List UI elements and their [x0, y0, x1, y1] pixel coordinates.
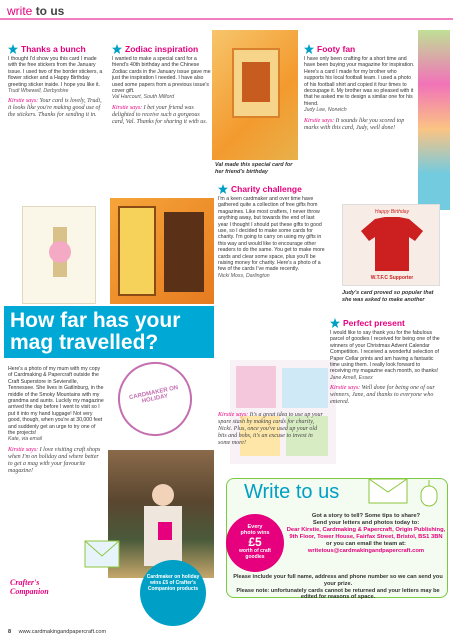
letter-title: Footy fan [304, 44, 416, 54]
editor-reply: Kirstie says: It sounds like you scored top marks with this card, Judy, well done! [304, 117, 405, 131]
badge-amount: £5 [248, 535, 262, 549]
letter-signoff: Trudi Whewell, Derbyshire [8, 88, 69, 95]
badge-line: goodies [245, 554, 265, 560]
letter-perfect [330, 318, 442, 478]
football-card-photo [342, 204, 440, 286]
card-thumb [236, 366, 276, 408]
write-line: Got a story to tell? Some tips to share? [311, 513, 421, 519]
star-icon [304, 44, 314, 54]
letter-charity [218, 184, 326, 354]
letter-body: I have only been crafting for a short time and have been buying your magazine for inspiration. Here's a card I made for my brother who supports his local football team. I used a photo of his football shirt and copied it four times to decoupage it. My brother was so pleased with it that he asked me to design a similar one for his friend. [304, 56, 415, 107]
football-shirt-icon [361, 217, 423, 271]
letter-signoff: Kate, via email [8, 436, 43, 443]
photo-prize-badge [226, 514, 284, 572]
page-header [0, 0, 453, 22]
badge-line: photo wins [240, 530, 270, 536]
write-note: Please note: unfortunately cards cannot be returned and your letters may be edited for reasons of space. [236, 587, 440, 601]
card-panel [118, 206, 156, 296]
card-thumb [282, 368, 328, 408]
card-name: W.T.F.C Supporter [370, 275, 414, 281]
section-title: write to us [7, 4, 65, 18]
star-icon [8, 44, 18, 54]
travel-photo [108, 450, 214, 578]
star-icon [112, 44, 122, 54]
badge-line: Every [247, 524, 263, 530]
envelope-icon [84, 540, 120, 568]
zodiac-card-photo [212, 30, 298, 160]
card-greeting: Happy Birthday [374, 209, 410, 215]
letter-body: Here's a photo of my mum with my copy of Cardmaking & Papercraft outside the Craft Superstore in Sevierville, Tennessee. She lives in Gatlinburg, in the middle of the Smoky Mountains with my grandma and aunts. Luckily my magazine arrived the day before I went to visit so I put it into my hand luggage! Not very good, though, when you're at 30,000 feet and suddenly get an urge to try one of the projects! [8, 366, 104, 437]
write-email[interactable]: writetous@cardmakingandpapercraft.com [307, 548, 425, 554]
letter-footy [304, 44, 416, 194]
write-note: Please include your full name, address and phone number so we can send you your prize. [233, 574, 443, 587]
letter-zodiac [112, 44, 212, 194]
travel-letter [8, 366, 104, 544]
charity-reply [218, 408, 326, 472]
letter-thanks [8, 44, 104, 194]
letter-title: Perfect present [330, 318, 442, 328]
page-number: 8 [8, 629, 12, 635]
letter-signoff: Judy Lee, Norwich [304, 107, 347, 114]
letter-body: I'm a keen cardmaker and over time have gathered quite a collection of free gifts from magazines. Like most crafters, I never throw anything away, but towards the end of last year I thought I should put these gifts to good use, so I decided to make some cards for charity. I'm going to carry on using my gifts in this way and would like to encourage other readers to do the same. You get to make more cards and clear some space, plus you'll be raising money for charity. Here's a photo of a few of the cards I've made recently. [218, 196, 325, 273]
thanks-card-photo [22, 206, 96, 304]
letter-body: I would like to say thank you for the fabulous parcel of goodies I received for being one of the winners of your Christmas Advent Calendar Competition. I received a wonderful selection of Paper Cellar prints and am having a fantastic time using them. I really look forward to receiving my magazine each month, so thanks! [330, 330, 440, 375]
write-line: Send your letters and photos today to: [312, 520, 420, 526]
write-email-intro: or you can email the team at: [326, 541, 406, 547]
editor-reply: Kirstie says: It's a great idea to use up your spare stash by making cards for charity, Nicki. Plus, once you've used up your old bits and bobs, it's an excuse to invest in some more! [218, 412, 323, 446]
footer-url[interactable]: www.cardmakingandpapercraft.com [18, 629, 107, 635]
write-to-us-title: Write to us [244, 481, 340, 503]
magazine-in-hand [158, 522, 172, 540]
letter-signoff: Nicki Moss, Darlington [218, 272, 270, 279]
write-address: Dear Kirstie, Cardmaking & Papercraft, Origin Publishing, 9th Floor, Tower House, Fairfax Street, Bristol, BS1 3BN [286, 527, 446, 540]
footy-caption: Judy's card proved so popular that she was asked to make another [342, 290, 434, 303]
envelope-icon [368, 478, 408, 504]
badge-line: worth of craft [239, 548, 271, 554]
letter-signoff: Jane Arnell, Essex [330, 374, 373, 381]
editor-reply: Kirstie says: Well done for being one of our winners, Jane, and thanks to everyone who entered. [330, 385, 435, 406]
crafters-companion-logo: Crafter's Companion [10, 578, 49, 596]
editor-reply: Kirstie says: Your card is lovely, Trudi, it looks like you're making good use of the stickers. Thanks for sending it in. [8, 98, 102, 119]
letter-title: Thanks a bunch [8, 44, 104, 54]
card-panel [164, 212, 204, 292]
star-icon [218, 184, 228, 194]
star-icon [330, 318, 340, 328]
write-to-us-text [286, 513, 446, 555]
header-rule [0, 18, 453, 21]
person-head [152, 484, 174, 506]
holiday-stamp: CARDMAKER ON HOLIDAY [111, 355, 199, 443]
travel-title: How far has your mag travelled? [4, 306, 214, 358]
mouse-icon [418, 480, 440, 508]
letter-body: I wanted to make a special card for a friend's 40th birthday and the Chinese Zodiac cards in the January issue gave me just the inspiration I needed. I have also used some papers from a previous issue's cover gift. [112, 56, 211, 95]
editor-reply: Kirstie says: I love visiting craft shops when I'm on holiday and where better to get a mag with your favourite magazine! [8, 446, 101, 474]
zodiac-cards-photo [110, 198, 214, 304]
letter-body: I thought I'd show you this card I made with the free stickers from the January issue. I used two of the border stickers, a flower sticker and a Happy Birthday greeting sticker inside. I hope you like it. [8, 56, 103, 88]
card-motif [242, 62, 270, 102]
flower-sticker [49, 241, 71, 263]
write-notes [230, 574, 446, 601]
holiday-prize-badge: Cardmaker on holiday wins £5 of Crafter's Companion products [140, 560, 206, 626]
letter-title: Charity challenge [218, 184, 326, 194]
page-footer [8, 629, 106, 635]
edge-strip [418, 30, 450, 210]
editor-reply: Kirstie says: I bet your friend was delighted to receive such a gorgeous card, Val. Thanks for sharing it with us. [112, 104, 208, 125]
zodiac-caption: Val made this special card for her friend's birthday [215, 162, 293, 175]
letter-signoff: Val Harcourt, South Milford [112, 94, 175, 101]
letter-title: Zodiac inspiration [112, 44, 212, 54]
